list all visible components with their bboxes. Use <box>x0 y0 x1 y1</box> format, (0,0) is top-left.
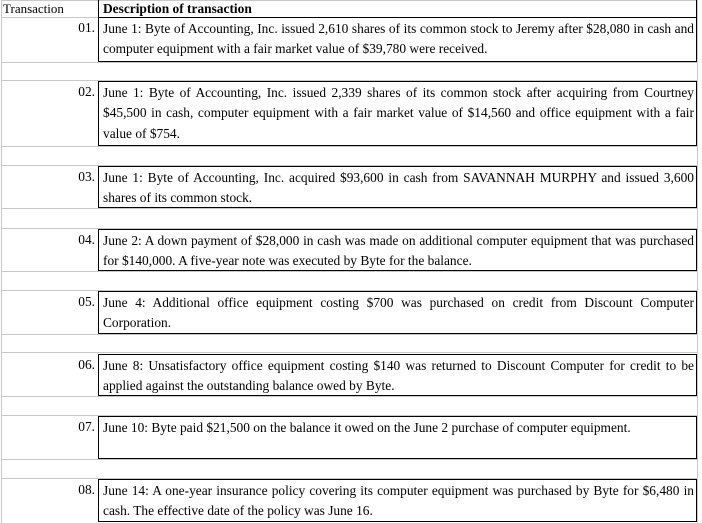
transaction-number: 01. <box>78 20 95 35</box>
transaction-number: 08. <box>78 482 95 497</box>
transaction-description: June 1: Byte of Accounting, Inc. issued 2,610 shares of its common stock to Jeremy after $28,080 in cash and computer equipment with a fair market value of $39,780 were received. <box>98 17 697 62</box>
transaction-description: June 1: Byte of Accounting, Inc. issued 2,339 shares of its common stock after acquiring from Courtney $45,500 in cash, computer equipment with a fair market value of $14,560 and office equipment with a fair value of $754. <box>98 81 697 146</box>
grid-line <box>1 208 697 209</box>
transaction-description: June 2: A down payment of $28,000 in cash was made on additional computer equipment that was purchased for $140,000. A five-year note was executed by Byte for the balance. <box>98 229 697 271</box>
transaction-number: 07. <box>78 419 95 434</box>
grid-line <box>1 271 697 272</box>
transaction-description: June 14: A one-year insurance policy covering its computer equipment was purchased by Byte for $6,480 in cash. The effective date of the policy was June 16. <box>98 479 697 522</box>
grid-line <box>1 396 697 397</box>
grid-line <box>1 459 697 460</box>
transaction-number: 05. <box>78 294 95 309</box>
grid-right-line <box>697 0 698 523</box>
grid-line <box>1 62 697 63</box>
transaction-number: 02. <box>78 84 95 99</box>
transaction-number: 03. <box>78 169 95 184</box>
transaction-column-header: Transaction <box>3 1 64 16</box>
grid-line <box>1 146 697 147</box>
transaction-number: 04. <box>78 232 95 247</box>
transaction-description: June 10: Byte paid $21,500 on the balance it owed on the June 2 purchase of computer equipment. <box>98 416 697 459</box>
description-column-header: Description of transaction <box>98 0 697 17</box>
transaction-description: June 4: Additional office equipment costing $700 was purchased on credit from Discount Computer Corporation. <box>98 291 697 334</box>
transaction-description: June 8: Unsatisfactory office equipment costing $140 was returned to Discount Computer for credit to be applied against the outstanding balance owed by Byte. <box>98 354 697 396</box>
transaction-number: 06. <box>78 357 95 372</box>
grid-left-line <box>1 0 2 523</box>
grid-line <box>1 352 697 353</box>
transaction-description: June 1: Byte of Accounting, Inc. acquired $93,600 in cash from SAVANNAH MURPHY and issued 3,600 shares of its common stock. <box>98 166 697 208</box>
grid-line <box>1 334 697 335</box>
